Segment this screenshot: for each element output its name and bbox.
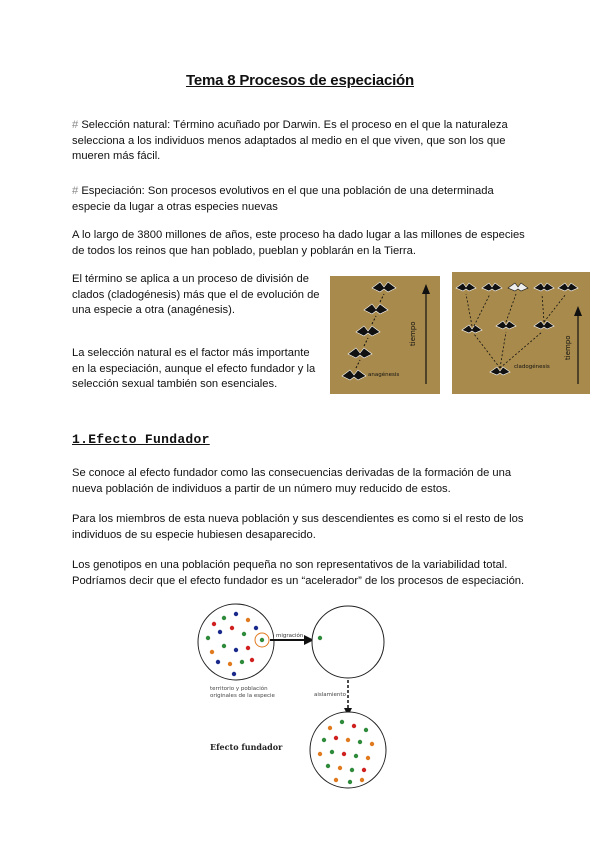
page-title: Tema 8 Procesos de especiación: [185, 72, 414, 89]
paragraph-millones: A lo largo de 3800 millones de años, este proceso ha dado lugar a las millones de especies de todos los reinos que han poblado, pueblan y poblarán en la Tierra.: [72, 229, 525, 257]
butterfly-icon: [482, 283, 502, 291]
butterfly-icon: [534, 283, 554, 291]
paragraph-efecto-3: Los genotipos en una población pequeña no son representativos de la variabilidad total. Podríamos decir que el efecto fundador es un “acelerador” de los procesos de especiación.: [72, 559, 525, 587]
especiacion-text: Especiación: Son procesos evolutivos en el que una población de una determinada especie da lugar a otras especies nuevas: [72, 185, 494, 213]
isolation-label: aislamiento: [314, 692, 346, 698]
butterfly-icon: [490, 367, 510, 375]
butterfly-icon: [534, 321, 554, 329]
butterfly-icon: [356, 326, 380, 336]
original-caption-2: originales de la especie: [210, 693, 275, 699]
butterfly-icon: [558, 283, 578, 291]
right-bottom-label: cladogénesis: [514, 364, 550, 370]
cladogenesis-illustration: [452, 272, 590, 394]
cladogenesis-figure: [452, 272, 590, 394]
paragraph-efecto-2: Para los miembros de esta nueva población y sus descendientes es como si el resto de los individuos de su especie hubiesen desaparecido.: [72, 513, 524, 541]
new-territory-circle: [312, 606, 384, 678]
butterfly-icon: [342, 370, 366, 380]
founder-population-circle: [310, 712, 386, 788]
right-axis-label: tiempo: [564, 335, 572, 360]
butterfly-icon: [508, 283, 528, 291]
founder-effect-diagram: [190, 598, 420, 798]
founder-effect-illustration: [190, 598, 420, 798]
hash-mark: #: [72, 185, 79, 197]
butterfly-icon: [372, 282, 396, 292]
left-bottom-label: anagénesis: [368, 372, 400, 378]
paragraph-termino: El término se aplica a un proceso de división de clados (cladogénesis) más que el de evolución de una especie a otra (anagénesis).: [72, 273, 320, 316]
original-caption-1: territorio y población: [210, 686, 268, 692]
seleccion-text: Selección natural: Término acuñado por Darwin. Es el proceso en el que la naturaleza selecciona a los individuos menos adaptados al medio en el que viven, que son los que mueren más fácil.: [72, 119, 508, 162]
anagenesis-figure: [330, 276, 440, 394]
paragraph-seleccion-natural: [72, 118, 534, 165]
anagenesis-illustration: [330, 276, 440, 394]
paragraph-efecto-1: Se conoce al efecto fundador como las consecuencias derivadas de la formación de una nueva población de individuos a partir de un número muy reducido de estos.: [72, 467, 512, 495]
butterfly-icon: [496, 321, 516, 329]
hash-mark: #: [72, 119, 79, 131]
migration-label: migración: [276, 633, 304, 639]
butterfly-icon: [462, 325, 482, 333]
paragraph-factor: La selección natural es el factor más importante en la especiación, aunque el efecto fundador y la selección sexual también son esenciales.: [72, 347, 316, 390]
founder-effect-caption: Efecto fundador: [210, 742, 283, 752]
section-heading-efecto-fundador: 1.Efecto Fundador: [72, 432, 210, 447]
butterfly-icon: [364, 304, 388, 314]
left-axis-label: tiempo: [409, 321, 417, 346]
butterfly-icon: [456, 283, 476, 291]
paragraph-especiacion: [72, 184, 534, 215]
butterfly-icon: [348, 348, 372, 358]
